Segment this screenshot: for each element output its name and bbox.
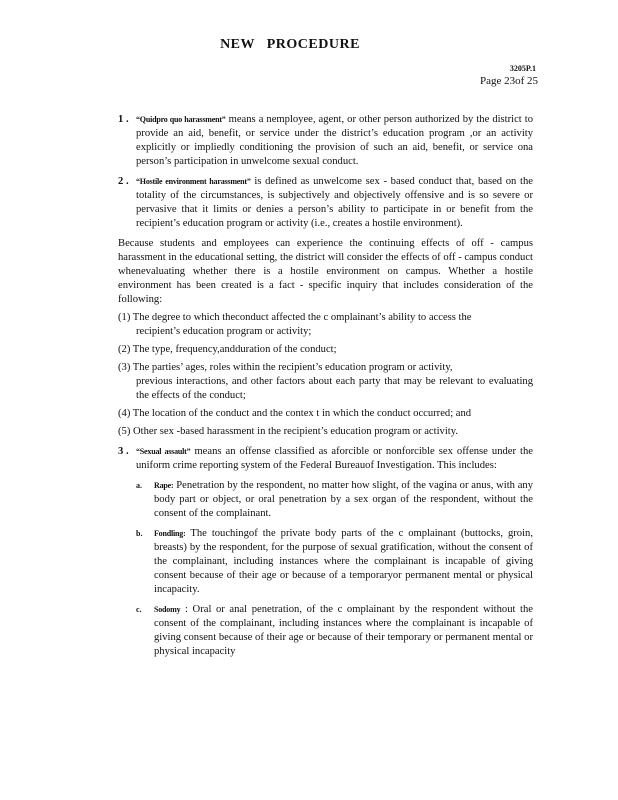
item-number: 3 . — [118, 446, 129, 457]
definition-text: is defined as unwelcome sex - based conduct that, based on the totality of the circumstances, is subjectively and objectively offensive and is so severe or pervasive that it limits or denies a person’s ability to participate in or benefit from the recipient’s education program or activity (i.e., creates a hostile environment). — [136, 176, 533, 229]
factor-item — [118, 311, 533, 339]
item-number: 2 . — [118, 176, 129, 187]
off-campus-paragraph: Because students and employees can experience the continuing effects of off - campus harassment in the educational setting, the district will consider the effects of off - campus conduct whenevaluating whether there is a hostile environment on campus. Whether a hostile environment has been created is a fact - specific inquiry that includes consideration of the following: — [118, 238, 533, 305]
factor-continuation: recipient’s education program or activity; — [136, 326, 312, 337]
factor-item — [118, 425, 533, 439]
subdefinition-fondling — [136, 527, 533, 597]
defined-term: Sodomy — [154, 605, 181, 614]
sub-letter: a. — [136, 481, 142, 490]
factor-text: (1) The degree to which theconduct affected the c omplainant’s ability to access the — [118, 312, 472, 323]
factor-item — [118, 407, 533, 421]
document-number: 3205P.1 — [509, 64, 536, 73]
page-title: NEW PROCEDURE — [220, 37, 360, 52]
page-number: Page 23of 25 — [479, 75, 538, 87]
factor-item — [118, 361, 533, 403]
sub-letter: c. — [136, 605, 142, 614]
item-number: 1 . — [118, 114, 129, 125]
factor-text: (5) Other sex -based harassment in the recipient’s education program or activity. — [118, 426, 458, 437]
definition-text: means an offense classified as aforcible or nonforcible sex offense under the uniform crime reporting system of the Federal Bureauof Investigation. This includes: — [136, 446, 533, 471]
document-body — [118, 113, 533, 659]
factor-item — [118, 343, 533, 357]
subdefinition-text: Penetration by the respondent, no matter how slight, of the vagina or anus, with any body part or object, or oral penetration by a sex organ of the respondent, without the consent of the complainant. — [154, 480, 534, 519]
definition-quid-pro-quo — [118, 113, 533, 169]
defined-term: Rape: — [154, 481, 174, 490]
definition-sexual-assault — [118, 445, 533, 473]
subdefinition-sodomy — [136, 603, 533, 659]
subdefinition-text: The touchingof the private body parts of the c omplainant (buttocks, groin, breasts) by the respondent, for the purpose of sexual gratification, without the consent of the complainant, including instances where the complainant is incapable of giving consent because of their age or because of a temporaryor permanent mental or physical incapacity. — [154, 528, 533, 595]
factor-continuation: previous interactions, and other factors about each party that may be relevant to evaluating the effects of the conduct; — [136, 376, 533, 401]
factor-text: (4) The location of the conduct and the contex t in which the conduct occurred; and — [118, 408, 472, 419]
subdefinition-rape — [136, 479, 533, 521]
factor-text: (3) The parties’ ages, roles within the recipient’s education program or activity, — [118, 362, 453, 373]
defined-term: “Sexual assault” — [136, 447, 191, 456]
factor-text: (2) The type, frequency,andduration of the conduct; — [118, 344, 337, 355]
defined-term: Fondling: — [154, 529, 186, 538]
definition-text: means a nemployee, agent, or other person authorized by the district to provide an aid, benefit, or service under the district’s education program ,or an activity explicitly or impliedly conditioning the provision of such an aid, benefit, or service ona person’s participation in unwelcome sexual conduct. — [136, 114, 533, 167]
definition-hostile-environment — [118, 175, 533, 231]
defined-term: “Hostile environment harassment” — [136, 177, 251, 186]
defined-term: “Quidpro quo harassment” — [136, 115, 226, 124]
subdefinition-text: : Oral or anal penetration, of the c omplainant by the respondent without the consent of the complainant, including instances where the complainant is incapable of giving consent because of their age or because of their temporary or permanent mental or physical incapacity — [154, 604, 533, 657]
sub-letter: b. — [136, 529, 143, 538]
